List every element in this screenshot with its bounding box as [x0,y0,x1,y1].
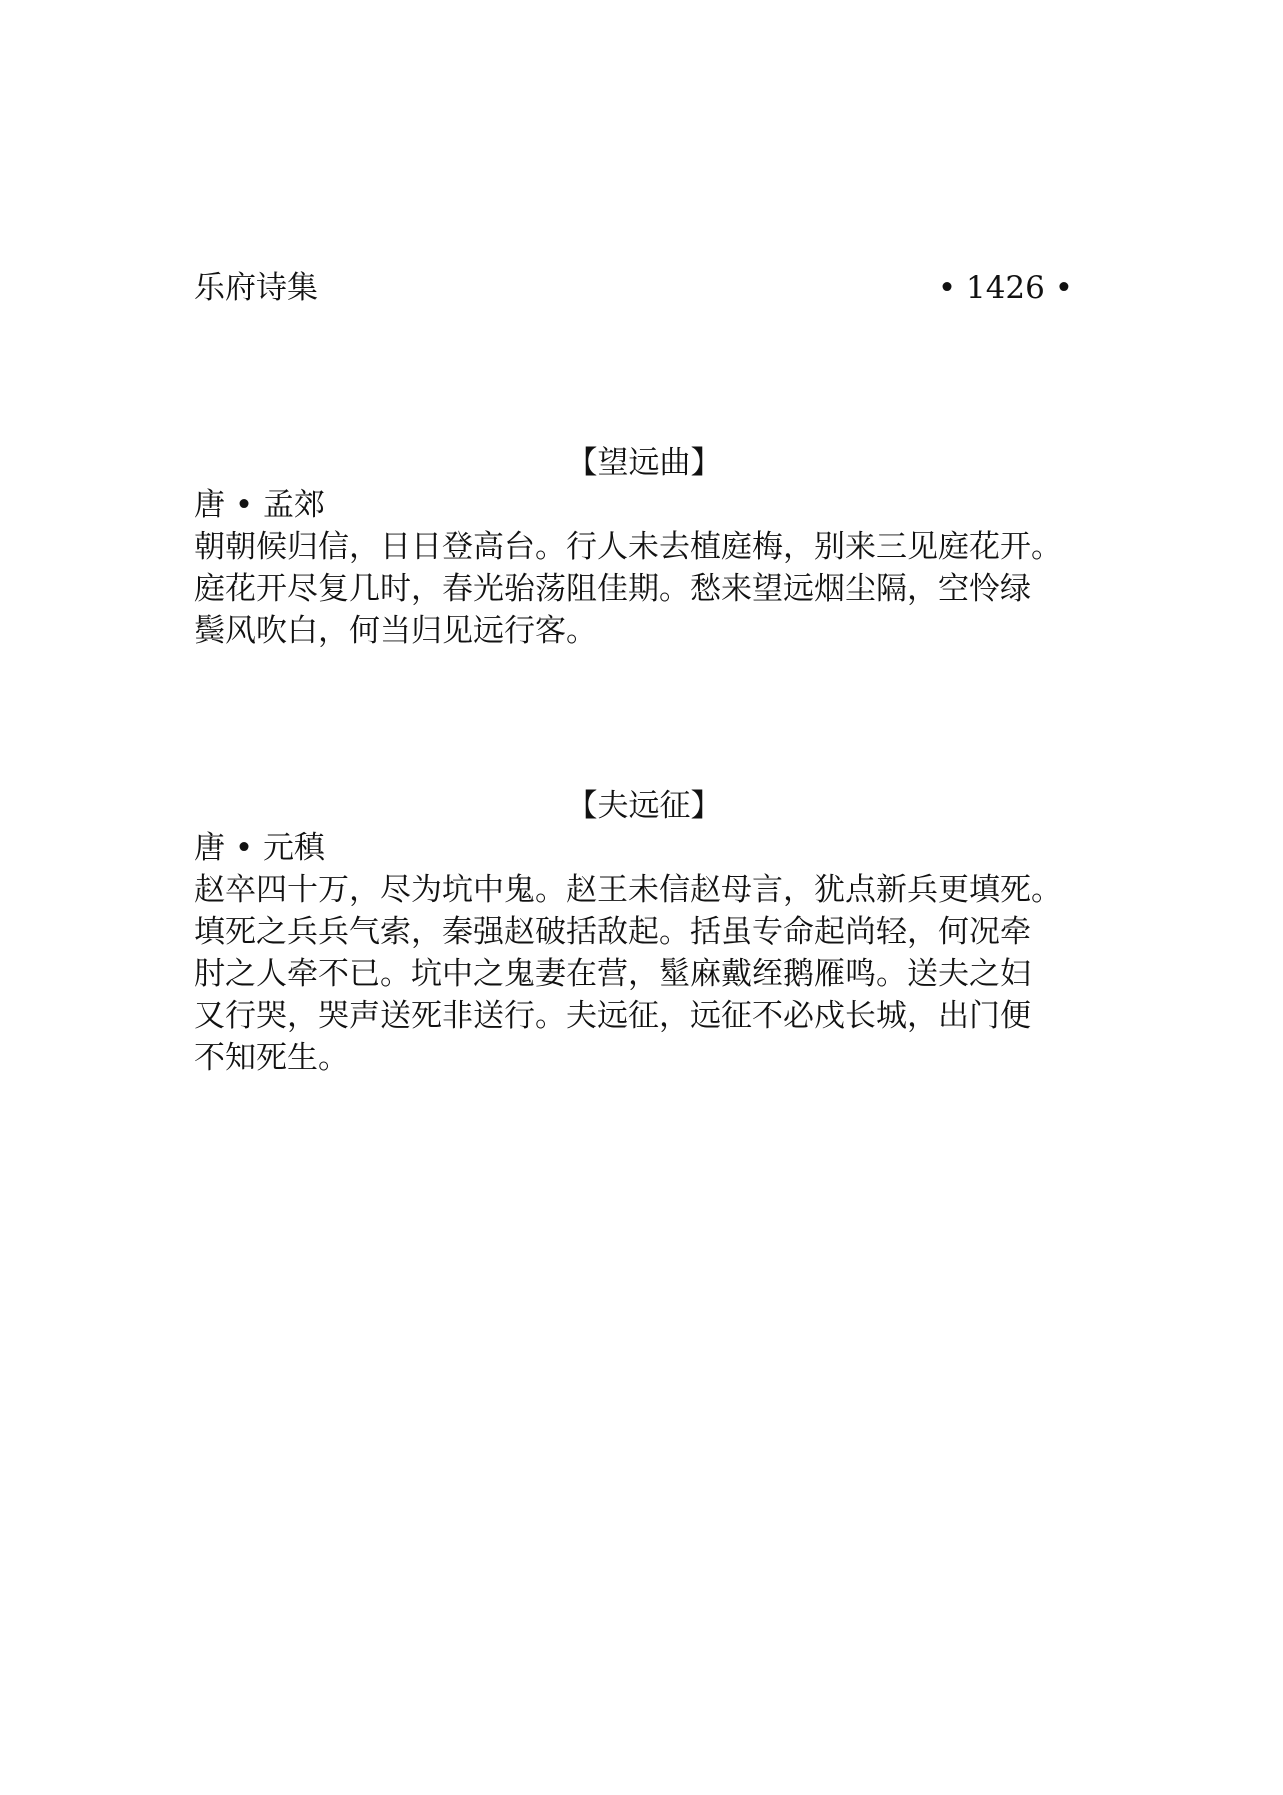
poem-line: 庭花开尽复几时，春光骀荡阻佳期。愁来望远烟尘隔，空怜绿 [194,571,1031,607]
poem-line: 鬓风吹白，何当归见远行客。 [194,613,597,649]
poem-section [194,785,1094,1079]
poem-author: 唐 • 孟郊 [194,487,325,523]
poem-line: 不知死生。 [194,1040,349,1076]
poem-title: 【夫远征】 [566,788,722,824]
poem-line: 填死之兵兵气索，秦强赵破括敌起。括虽专命起尚轻，何况牵 [194,914,1031,950]
page-number: • 1426 • [937,270,1073,306]
poem-section [194,442,1094,652]
poem-line: 肘之人牵不已。坑中之鬼妻在营，髽麻戴绖鹅雁鸣。送夫之妇 [194,956,1031,992]
poem-line: 朝朝候归信，日日登高台。行人未去植庭梅，别来三见庭花开。 [194,529,1062,565]
poem-line: 又行哭，哭声送死非送行。夫远征，远征不必戍长城，出门便 [194,998,1031,1034]
book-title: 乐府诗集 [194,270,318,306]
poem-title: 【望远曲】 [566,445,722,481]
poem-author: 唐 • 元稹 [194,830,325,866]
poem-line: 赵卒四十万，尽为坑中鬼。赵王未信赵母言，犹点新兵更填死。 [194,872,1062,908]
